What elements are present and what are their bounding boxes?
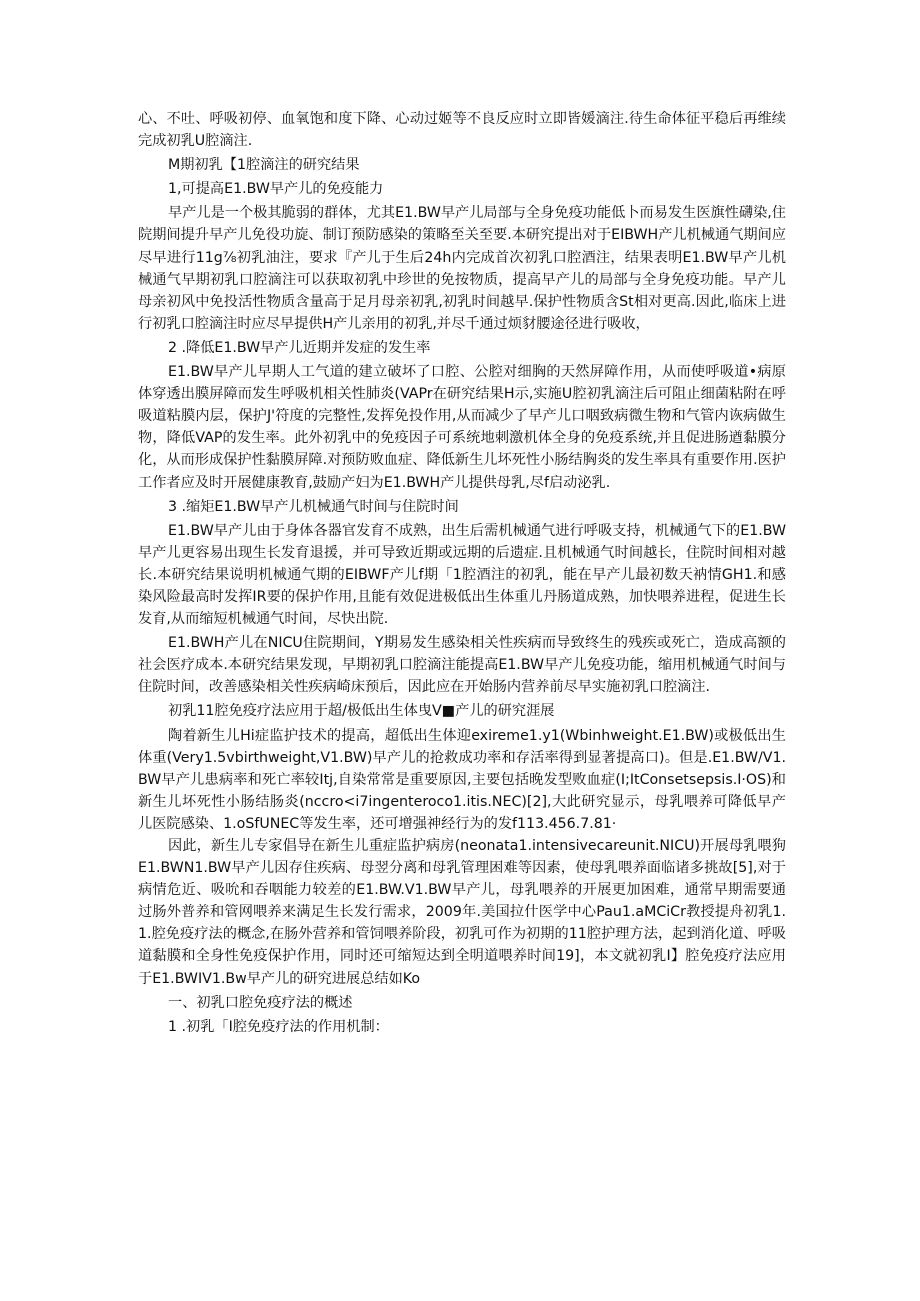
section-heading-overview: 一、初乳口腔免疫疗法的概述 — [168, 994, 353, 1011]
paragraph-ventilation: E1.BW早产儿由于身体各器官发育不成熟，出生后需机械通气进行呼吸支持，机械通气下的E1.BW早产儿更容易出现生长发育退援，并可导致近期或远期的后遗症.且机械通气时间越长，住院时间相对越长.本研究结果说明机械通气期的EIBWF产儿f期「1腔酒注的初乳，能在早产儿最初数天衲情GH1.和感染风险最高时发挥IR要的保护作用,且能有效促进极低出生体重儿丹肠道成熟，加快喂养进程，促进生长发育,从而缩短机械通气时间，尽快出院. — [138, 522, 786, 628]
paragraph-nicu: E1.BWH产儿在NICU住院期间，Y期易发生感染相关性疾病而导致终生的残疾或死亡，造成高额的社会医疗成本.本研究结果发现，早期初乳口腔滴注能提高E1.BW早产儿免疫功能，缩用机械通气时间与住院时间，改善感染相关性疾病崎床预后，因此应在开始肠内营养前尽早实施初乳口腔滴注. — [138, 635, 786, 696]
subheading-mechanism: 1 .初乳「I腔免疫疗法的作用机制： — [168, 1018, 389, 1035]
subheading-complications: 2 .降低E1.BW早产儿近期并发症的发生率 — [168, 339, 431, 356]
section-heading-results: M期初乳【1腔滴注的研究结果 — [168, 157, 360, 174]
paragraph-intro: 心、不吐、呼吸初停、血氧饱和度下降、心动过姬等不良反应时立即皆媛滴注.待生命体征平稳后再维续完成初乳U腔滴注. — [138, 111, 786, 150]
paragraph-complications: E1.BW早产儿早期人工气道的建立破坏了口腔、公腔对细胸的天然屏障作用，从而使呼吸道•病原体穿透出膜屏障而发生呼吸机相关性肺炎(VAPr在研究结果H示,实施U腔初乳滴注后可阻止细菌粘附在呼吸道粘膜内层，保护J'符度的完整性,发挥免投作用,从而减少了早产儿口咽致病微生物和气管内诙病做生物，降低VAP的发生率。此外初乳中的免疫因子可系统地刺激机体全身的免疫系统,并且促进肠遒黏膜分化，从而形成保护性黏膜屏障.对预防败血症、降低新生儿坏死性小肠结胸炎的发生率具有重要作用.医护工作者应及时开展健康教育,鼓励产妇为E1.BWH产儿提供母乳,尽f启动泌乳. — [138, 364, 786, 491]
subheading-ventilation: 3 .缩矩E1.BW早产儿机械通气时间与住院时间 — [168, 498, 459, 515]
subheading-immunity: 1,可提高E1.BW早产儿的免疫能力 — [168, 181, 384, 198]
paragraph-recommendation: 因此，新生儿专家倡导在新生儿重症监护病房(neonata1.intensivecareunit.NICU)开展母乳喂狗E1.BWN1.BW早产儿因存住疾病、母翌分离和母乳管理困难等因素，使母乳喂养面临诸多挑故[5],对于病情危近、吸吮和吞咽能力较差的E1.BW.V1.BW早产儿，母乳喂养的开展更加困难，通常早期需要通过肠外普养和管网喂养来满足生长发行需求，2009年.美国拉什医学中心Pau1.aMCiCr教授提舟初乳1.1.腔免疫疗法的概念,在肠外营养和管饲喂养阶段，初乳可作为初期的11腔护理方法，起到消化道、呼吸道黏膜和全身性免疫保护作用，同时还可缩短达到全明道喂养时间19]，本文就初乳I】腔免疫疗法应用于E1.BWIV1.Bw早产儿的研究进展总结如Ko — [138, 838, 786, 987]
section-heading-progress: 初乳11腔免疫疗法应用于超/极低出生体曳V■产儿的研究涯展 — [168, 703, 555, 720]
document-page — [138, 108, 786, 1038]
paragraph-background: 陶着新生儿Hi症监护技术的提高，超低出生体迎exireme1.y1(Wbinhweight.E1.BW)或极低出生体重(Very1.5vbirthweight,V1.BW)早产儿的抢救成功率和存活率得到显著提高口)。但是.E1.BW/V1.BW早产儿患病率和死亡率较Itj,自染常常是重要原因,主要包括晚发型败血症(I;ItConsetsepsis.I·OS)和新生儿坏死性小肠结肠炎(nccro<i7ingenteroco1.itis.NEC)[2],大此研究显示，母乳喂养可降低早产儿医院感染、1.oSfUNEC等发生率，还可增强神经行为的发f113.456.7.81· — [138, 727, 786, 832]
paragraph-immunity: 早产儿是一个极其脆弱的群体，尤其E1.BW早产儿局部与全身免疫功能低卜而易发生医旗性礴染,住院期间提升早产儿免役功旋、制订预防感染的策略至关至要.本研究提出对于EIBWH产儿机械通气期间应尽早进行11g⅞初乳油注，要求『产儿于生后24h内完成首次初乳口腔酒注，结果表明E1.BW早产儿机械通气早期初乳口腔滴注可以获取初乳中珍世的免按物质，提高早产儿的局部与全身免疫功能。早产儿母亲初风中免投活性物质含量高于足月母亲初乳,初乳时间越早.保护性物质含St相对更高.因此,临床上进行初乳口腔滴注时应尽早提供H产儿亲用的初乳,并尽千通过烦豺腰途径进行吸收， — [138, 205, 786, 332]
